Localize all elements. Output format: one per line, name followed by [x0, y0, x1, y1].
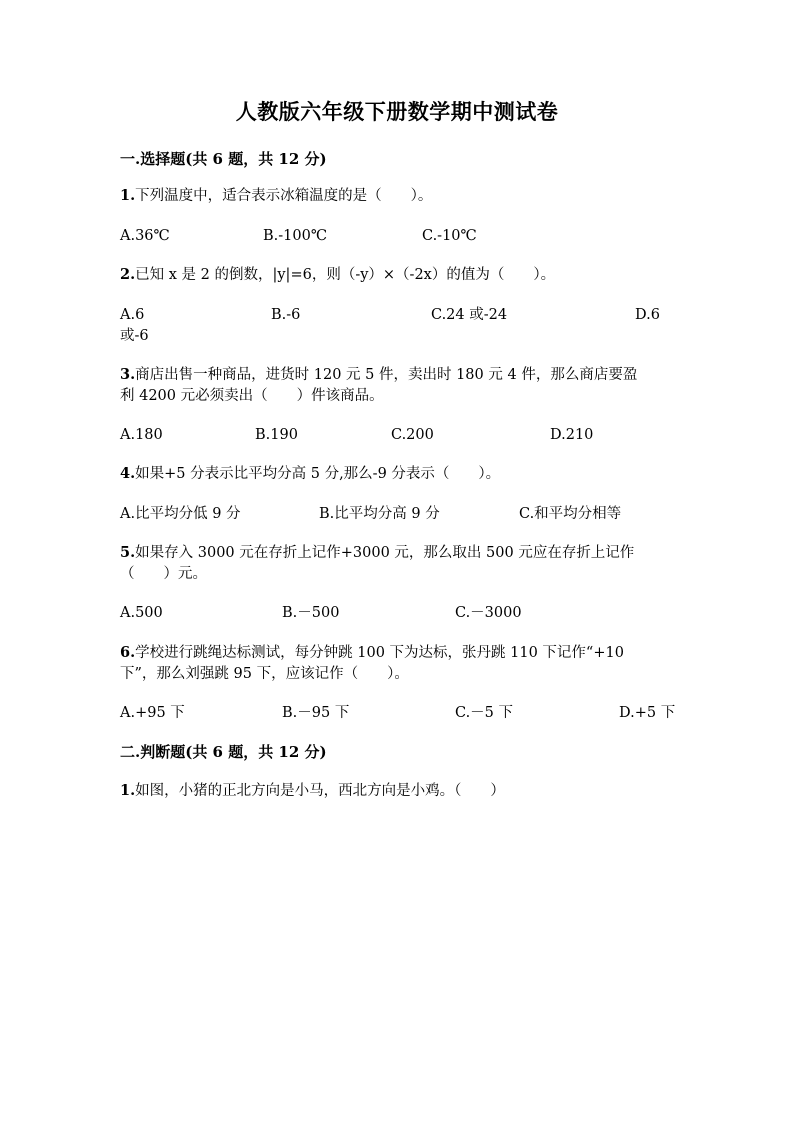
option-d-wrap: 或-6	[120, 328, 149, 344]
question-6	[120, 642, 680, 685]
question-text: 如果+5 分表示比平均分高 5 分,那么-9 分表示（ ）。	[135, 466, 501, 482]
option-c: C.24 或-24	[431, 307, 508, 323]
option-b: B.-100℃	[263, 228, 328, 244]
question-1-options	[120, 226, 680, 268]
question-number: 2.	[120, 266, 136, 283]
option-c: C.和平均分相等	[519, 506, 622, 522]
option-c: C.－3000	[455, 605, 522, 621]
section-heading-choice: 一.选择题(共 6 题，共 12 分)	[120, 150, 327, 168]
option-b: B.比平均分高 9 分	[319, 506, 440, 522]
question-3	[120, 364, 680, 407]
question-text-line-2: 利 4200 元必须卖出（ ）件该商品。	[120, 388, 384, 404]
question-number: 1.	[120, 187, 136, 204]
option-d: D.+5 下	[619, 705, 676, 721]
option-d: D.210	[550, 427, 594, 443]
option-a: A.+95 下	[120, 705, 185, 721]
question-6-options	[120, 703, 680, 745]
option-a: A.500	[120, 605, 163, 621]
question-4-options	[120, 504, 680, 546]
question-number: 6.	[120, 644, 136, 661]
question-text: 已知 x 是 2 的倒数，|y|=6，则（-y）×（-2x）的值为（ ）。	[135, 267, 556, 283]
section-heading-judgment: 二.判断题(共 6 题，共 12 分)	[120, 743, 327, 761]
question-number: 1.	[120, 782, 136, 799]
option-a: A.6	[120, 307, 145, 323]
question-text-line-1: 如果存入 3000 元在存折上记作+3000 元，那么取出 500 元应在存折上记作	[135, 545, 635, 561]
option-c: C.-10℃	[422, 228, 477, 244]
question-text: 如图，小猪的正北方向是小马，西北方向是小鸡。（ ）	[135, 783, 505, 799]
question-text: 下列温度中，适合表示冰箱温度的是（ ）。	[135, 188, 433, 204]
question-text-line-2: （ ）元。	[120, 566, 207, 582]
question-number: 4.	[120, 465, 136, 482]
question-2-options	[120, 305, 680, 347]
page-title: 人教版六年级下册数学期中测试卷	[235, 99, 559, 124]
question-number: 5.	[120, 544, 136, 561]
option-b: B.－500	[282, 605, 340, 621]
option-a: A.比平均分低 9 分	[120, 506, 241, 522]
question-5-options	[120, 603, 680, 645]
question-2	[120, 264, 680, 286]
option-a: A.36℃	[120, 228, 170, 244]
question-text-line-2: 下”，那么刘强跳 95 下，应该记作（ ）。	[120, 666, 409, 682]
option-c: C.200	[391, 427, 434, 443]
option-b: B.-6	[271, 307, 301, 323]
question-text-line-1: 商店出售一种商品，进货时 120 元 5 件，卖出时 180 元 4 件，那么商店要盈	[135, 367, 638, 383]
option-b: B.－95 下	[282, 705, 350, 721]
question-number: 3.	[120, 366, 136, 383]
option-b: B.190	[255, 427, 298, 443]
option-a: A.180	[120, 427, 163, 443]
judgment-question-1	[120, 780, 680, 802]
question-4	[120, 463, 680, 485]
question-1	[120, 185, 680, 207]
option-c: C.－5 下	[455, 705, 514, 721]
question-text-line-1: 学校进行跳绳达标测试，每分钟跳 100 下为达标，张丹跳 110 下记作“+10	[135, 645, 624, 661]
option-d: D.6	[635, 307, 660, 323]
question-5	[120, 542, 680, 585]
question-3-options	[120, 425, 680, 467]
